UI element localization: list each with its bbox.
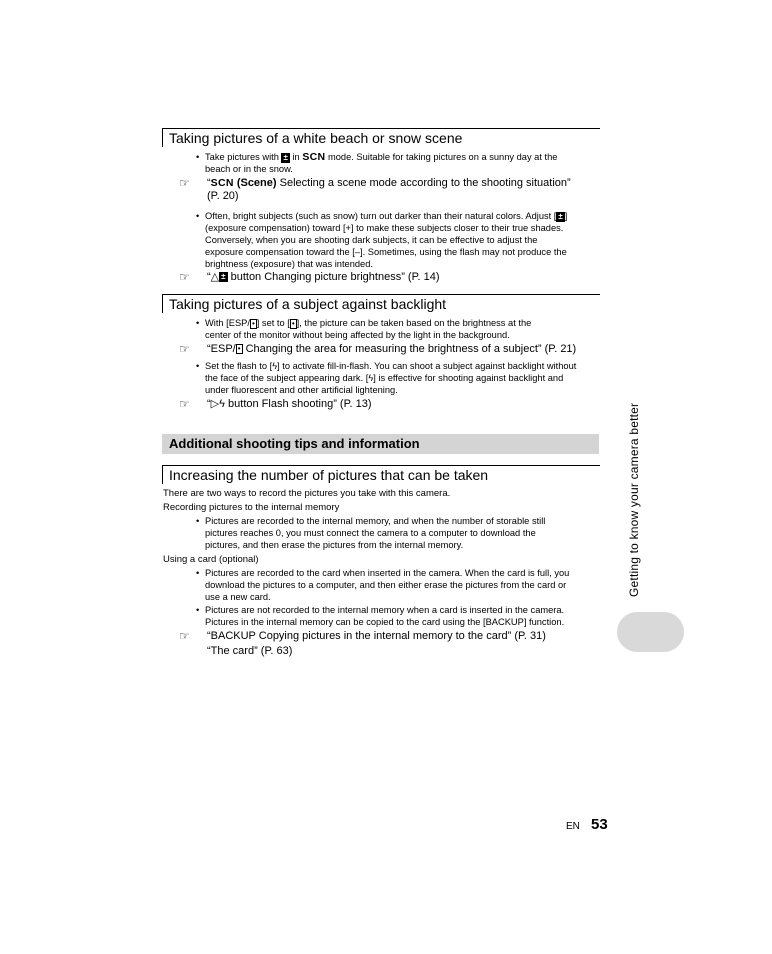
- exposure-comp-icon: ±: [283, 152, 288, 162]
- spot-metering-icon: •: [291, 318, 295, 328]
- bullet-dot: •: [196, 605, 200, 615]
- reference-text: “ESP/: [207, 343, 236, 355]
- section-header-backlight: [162, 294, 600, 313]
- bullet-text: (exposure compensation) toward [+] to make these subjects closer to their true shades.: [205, 223, 564, 233]
- reference-text: button Changing picture brightness” (P. 14): [230, 271, 440, 283]
- bullet-text: ] to activate fill-in-flash. You can shoot a subject against backlight without: [277, 361, 577, 371]
- flash-icon: ϟ: [272, 361, 278, 371]
- reference-hand-icon: ☞: [179, 629, 190, 643]
- bullet-text: in: [292, 152, 300, 162]
- bullet-text: download the pictures to a computer, and then either erase the pictures from the card or: [205, 580, 567, 590]
- bullet-text: mode. Suitable for taking pictures on a sunny day at the: [327, 152, 558, 162]
- bullet-text: Pictures are not recorded to the internal memory when a card is inserted in the camera.: [205, 605, 565, 615]
- quote-mark: “: [207, 398, 211, 410]
- reference-text: Selecting a scene mode according to the shooting situation”: [279, 177, 571, 189]
- reference-card: [207, 645, 607, 658]
- reference-scene: [207, 177, 607, 203]
- reference-hand-icon: ☞: [179, 342, 190, 356]
- bullet-item: [196, 317, 610, 341]
- chapter-tab: [617, 612, 684, 652]
- reference-text: button Flash shooting” (P. 13): [228, 398, 372, 410]
- band-title: Additional shooting tips and information: [169, 436, 420, 451]
- bullet-text: ] is effective for shooting against backlight and: [373, 373, 564, 383]
- section-header-white-beach: [162, 128, 600, 147]
- reference-brightness: [207, 271, 607, 284]
- reference-flash: [207, 398, 607, 411]
- section-title: Increasing the number of pictures that can be taken: [169, 467, 489, 483]
- intro-text: There are two ways to record the pictures you take with this camera.: [163, 488, 451, 499]
- flash-icon: ϟ: [219, 398, 225, 410]
- bullet-text: ] set to [: [256, 318, 290, 328]
- bullet-text: ], the picture can be taken based on the brightness at the: [296, 318, 532, 328]
- bullet-dot: •: [196, 152, 200, 162]
- subheading-internal-memory: Recording pictures to the internal memory: [163, 502, 340, 513]
- bullet-text: use a new card.: [205, 592, 271, 602]
- bullet-text: center of the monitor without being affected by the light in the background.: [205, 330, 510, 340]
- bullet-text: pictures reaches 0, you must connect the camera to a computer to download the: [205, 528, 536, 538]
- right-triangle-icon: ▷: [210, 398, 220, 410]
- bullet-dot: •: [196, 211, 200, 221]
- reference-page: (P. 20): [207, 190, 239, 202]
- bullet-item: [196, 604, 610, 628]
- section-header-increase-pictures: [162, 465, 600, 484]
- bullet-item: [196, 210, 610, 270]
- bullet-text: brightness (exposure) that was intended.: [205, 259, 373, 269]
- bullet-text: With [ESP/: [205, 318, 250, 328]
- chapter-side-label: Getting to know your camera better: [627, 402, 641, 597]
- bullet-text: Often, bright subjects (such as snow) turn out darker than their natural colors. Adjust [: [205, 211, 557, 221]
- bullet-text: Pictures are recorded to the card when inserted in the camera. When the card is full, you: [205, 568, 570, 578]
- flash-icon: ϟ: [368, 373, 374, 383]
- bullet-text: the face of the subject appearing dark. [: [205, 373, 369, 383]
- bullet-dot: •: [196, 361, 200, 371]
- scn-mode-icon: SCN: [302, 151, 326, 163]
- exposure-comp-icon: ±: [558, 211, 563, 221]
- bullet-item: [196, 151, 610, 175]
- reference-text: “BACKUP Copying pictures in the internal memory to the card” (P. 31): [207, 630, 546, 642]
- bullet-text: Conversely, when you are shooting dark subjects, it can be effective to adjust the: [205, 235, 538, 245]
- bullet-text: Take pictures with: [205, 152, 279, 162]
- reference-bold: (Scene): [236, 177, 277, 189]
- section-title: Taking pictures of a white beach or snow scene: [169, 130, 463, 146]
- section-title: Taking pictures of a subject against backlight: [169, 296, 447, 312]
- bullet-dot: •: [196, 516, 200, 526]
- bullet-text: pictures, and then erase the pictures from the internal memory.: [205, 540, 464, 550]
- bullet-text: Set the flash to [: [205, 361, 273, 371]
- reference-hand-icon: ☞: [179, 397, 190, 411]
- bullet-dot: •: [196, 318, 200, 328]
- bullet-item: [196, 360, 610, 396]
- reference-hand-icon: ☞: [179, 176, 190, 190]
- up-triangle-icon: △: [210, 271, 220, 283]
- page-number: 53: [591, 816, 608, 833]
- scn-mode-icon: SCN: [210, 177, 234, 189]
- bullet-text: Pictures in the internal memory can be copied to the card using the [BACKUP] function.: [205, 617, 565, 627]
- reference-metering: [207, 343, 612, 356]
- subheading-card: Using a card (optional): [163, 554, 259, 565]
- quote-mark: “: [207, 177, 211, 189]
- reference-text: Changing the area for measuring the brightness of a subject” (P. 21): [245, 343, 577, 355]
- bullet-text: beach or in the snow.: [205, 164, 293, 174]
- reference-text: “The card” (P. 63): [207, 645, 293, 657]
- bullet-text: exposure compensation toward the [–]. Sometimes, using the flash may not produce the: [205, 247, 567, 257]
- footer-lang: EN: [566, 821, 580, 832]
- quote-mark: “: [207, 271, 211, 283]
- bullet-text: Pictures are recorded to the internal memory, and when the number of storable still: [205, 516, 546, 526]
- spot-metering-icon: •: [237, 344, 241, 354]
- reference-backup: [207, 630, 607, 643]
- additional-tips-band: [162, 434, 599, 454]
- reference-hand-icon: ☞: [179, 270, 190, 284]
- spot-metering-icon: •: [251, 318, 255, 328]
- exposure-comp-icon: ±: [221, 272, 226, 282]
- bullet-item: [196, 515, 610, 551]
- bullet-item: [196, 567, 610, 603]
- bullet-dot: •: [196, 568, 200, 578]
- bullet-text: under fluorescent and other artificial lightening.: [205, 385, 398, 395]
- bullet-text: ]: [564, 211, 568, 221]
